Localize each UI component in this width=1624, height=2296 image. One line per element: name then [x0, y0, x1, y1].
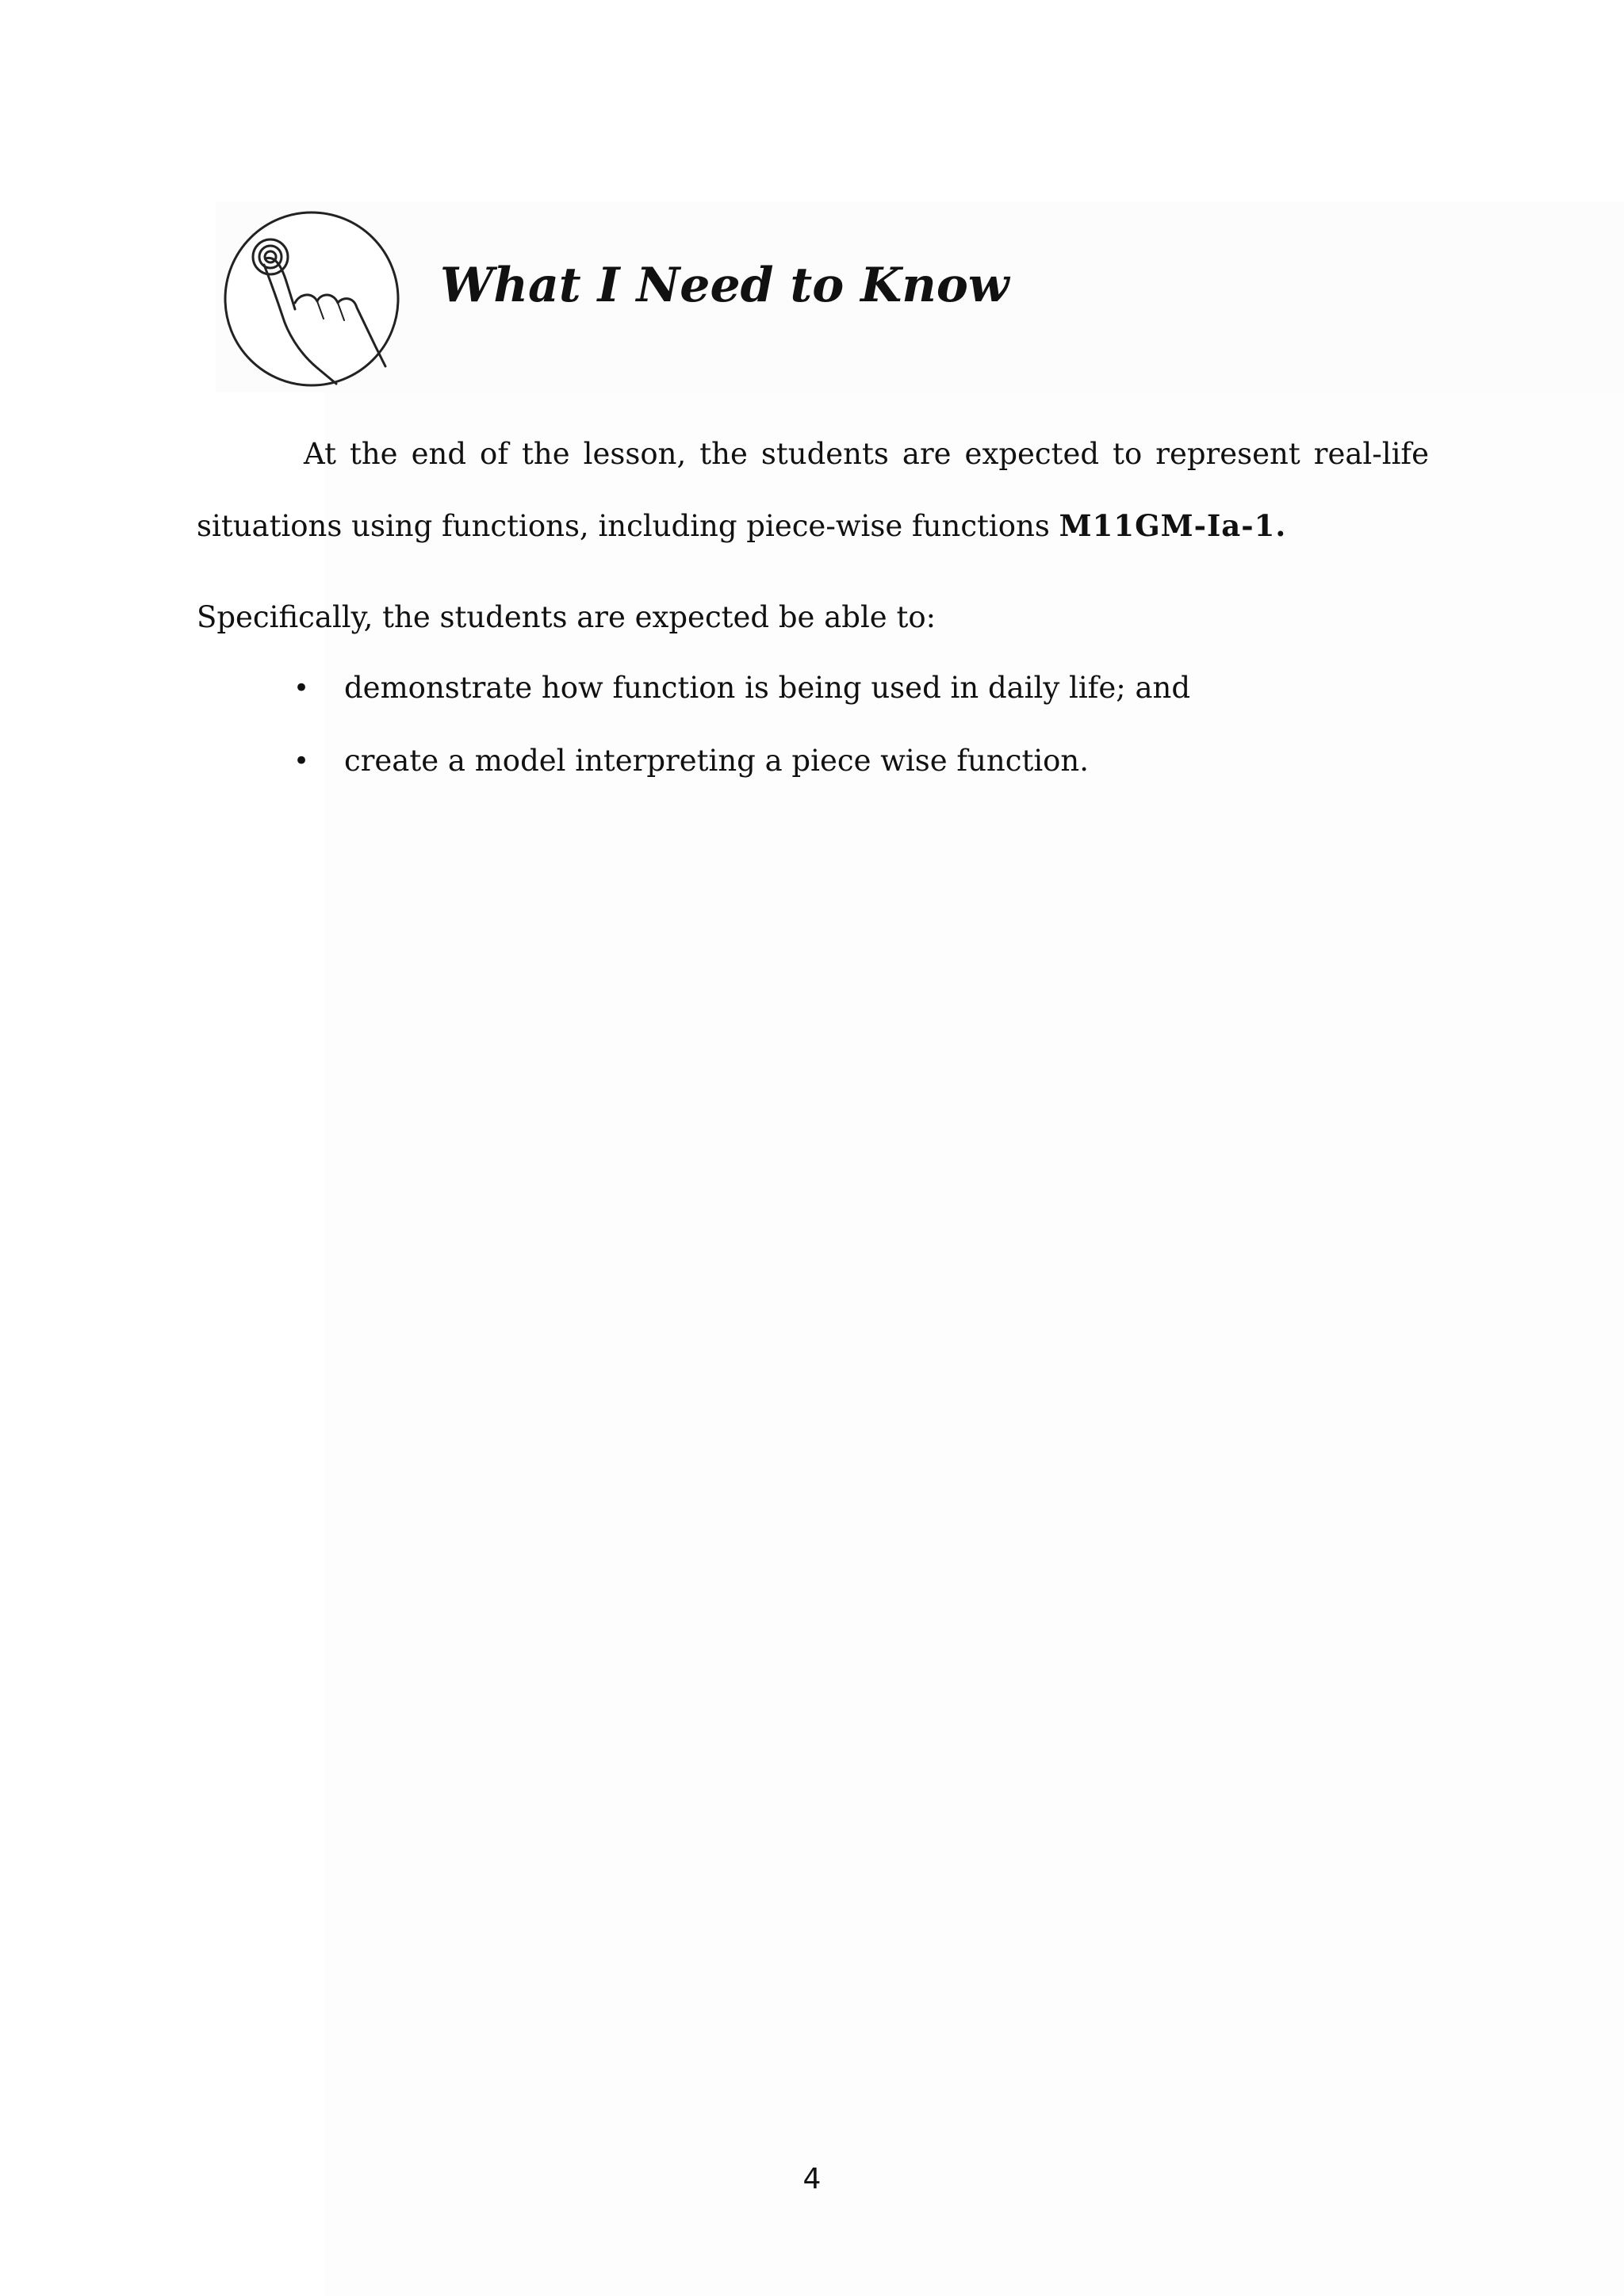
section-title: What I Need to Know — [440, 258, 1009, 313]
bullet-icon: • — [293, 745, 310, 777]
learning-goal-text: At the end of the lesson, the students are expected to represent real-life situations using functions, including piece-wise functions — [197, 437, 1429, 543]
objective-text: demonstrate how function is being used in daily life; and — [344, 671, 1191, 705]
objective-item — [197, 737, 1190, 810]
objectives-list — [197, 664, 1190, 810]
objective-text: create a model interpreting a piece wise function. — [344, 744, 1090, 778]
learning-goal-paragraph — [197, 419, 1429, 562]
objective-item — [197, 664, 1190, 737]
competency-code: M11GM-Ia-1. — [1059, 508, 1287, 543]
objectives-intro: Specifically, the students are expected be able to: — [197, 600, 936, 634]
bullet-icon: • — [293, 672, 310, 704]
page-number: 4 — [802, 2163, 822, 2195]
hand-pointing-icon — [220, 208, 403, 390]
